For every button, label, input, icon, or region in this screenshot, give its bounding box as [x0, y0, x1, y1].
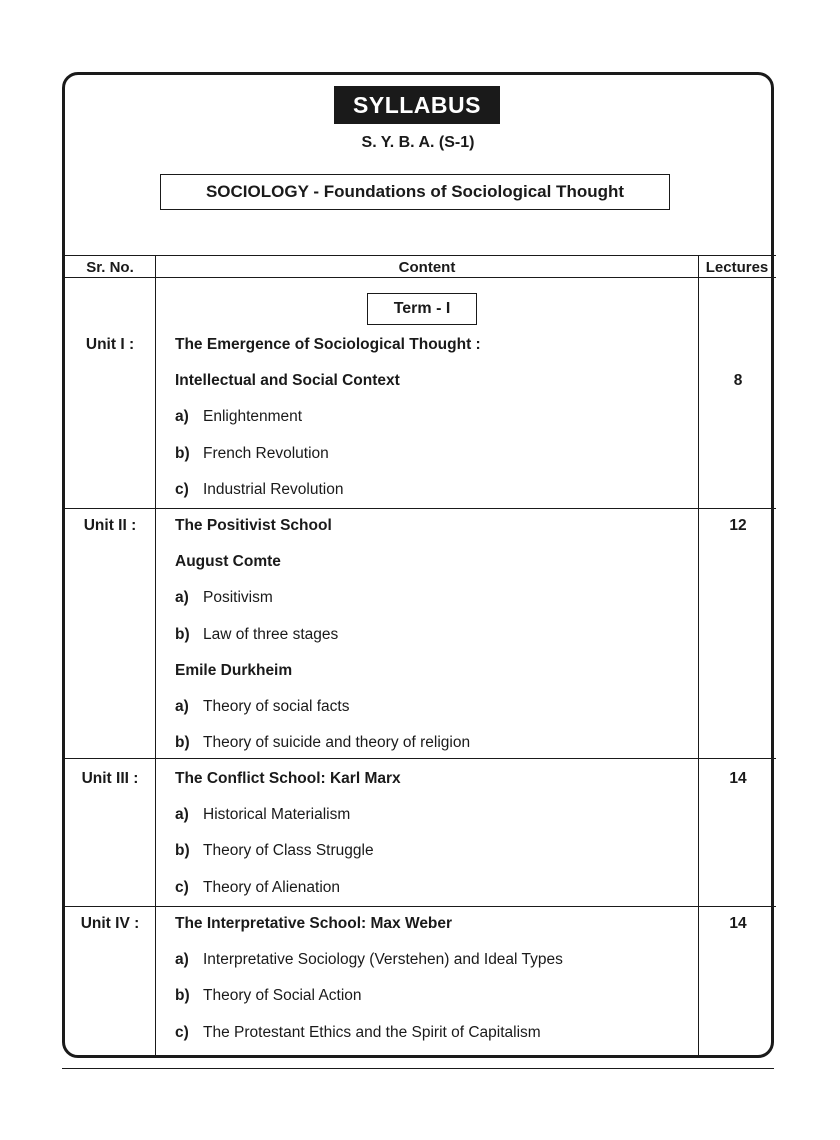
topic-item	[175, 842, 374, 860]
item-marker: c)	[175, 878, 189, 896]
topic-heading: The Positivist School	[175, 517, 332, 534]
item-marker: c)	[175, 1023, 189, 1041]
page-frame	[62, 72, 774, 1058]
term-label: Term - I	[367, 293, 477, 325]
item-marker: b)	[175, 987, 190, 1005]
topic-item	[175, 806, 350, 824]
item-text: Interpretative Sociology (Verstehen) and Ideal Types	[203, 951, 563, 969]
topic-item	[175, 1024, 541, 1042]
topic-heading: August Comte	[175, 553, 281, 571]
unit-label: Unit II :	[83, 517, 137, 534]
item-text: Historical Materialism	[203, 806, 351, 824]
topic-heading: Intellectual and Social Context	[175, 372, 400, 390]
class-subtitle: S. Y. B. A. (S-1)	[361, 134, 475, 151]
item-marker: b)	[175, 842, 190, 860]
item-marker: a)	[175, 408, 189, 426]
item-marker: b)	[175, 444, 190, 462]
header-lectures: Lectures	[705, 258, 769, 276]
unit-lectures: 8	[733, 372, 743, 390]
unit-label: Unit III :	[81, 770, 139, 787]
item-text: Theory of social facts	[203, 698, 350, 715]
item-text: Positivism	[203, 589, 273, 607]
unit-1-bottom-border	[64, 508, 776, 509]
column-divider-right	[698, 255, 699, 1058]
topic-item	[175, 445, 329, 463]
item-text: Industrial Revolution	[203, 480, 344, 498]
topic-item	[175, 626, 338, 644]
item-marker: c)	[175, 480, 189, 498]
footer-rule	[62, 1068, 774, 1069]
header-sr-no: Sr. No.	[86, 258, 134, 276]
item-marker: a)	[175, 698, 189, 715]
topic-item	[175, 987, 362, 1005]
topic-item	[175, 589, 273, 607]
item-text: French Revolution	[203, 444, 329, 462]
item-marker: b)	[175, 734, 190, 752]
item-marker: b)	[175, 625, 190, 643]
topic-heading: The Conflict School: Karl Marx	[175, 770, 401, 787]
unit-label: Unit I :	[85, 336, 135, 353]
topic-heading: The Interpretative School: Max Weber	[175, 915, 453, 932]
item-text: Theory of suicide and theory of religion	[203, 734, 471, 752]
topic-item	[175, 481, 343, 499]
topic-item	[175, 734, 470, 752]
item-text: The Protestant Ethics and the Spirit of Capitalism	[203, 1023, 541, 1041]
item-text: Theory of Alienation	[203, 878, 341, 896]
syllabus-badge: SYLLABUS	[334, 86, 500, 124]
column-divider-left	[155, 255, 156, 1058]
topic-item	[175, 408, 302, 426]
item-text: Enlightenment	[203, 408, 303, 426]
unit-lectures: 12	[729, 517, 747, 534]
topic-heading: Emile Durkheim	[175, 661, 293, 679]
topic-item	[175, 698, 349, 716]
course-title: SOCIOLOGY - Foundations of Sociological Thought	[160, 174, 670, 210]
topic-item	[175, 879, 340, 897]
topic-heading: The Emergence of Sociological Thought :	[175, 336, 481, 353]
unit-lectures: 14	[729, 770, 747, 787]
item-marker: a)	[175, 589, 189, 607]
header-content: Content	[398, 258, 456, 276]
unit-lectures: 14	[729, 915, 747, 932]
unit-3-bottom-border	[64, 906, 776, 907]
item-text: Law of three stages	[203, 625, 339, 643]
item-marker: a)	[175, 951, 189, 969]
topic-item	[175, 951, 563, 969]
unit-label: Unit IV :	[80, 915, 140, 932]
unit-2-bottom-border	[64, 758, 776, 759]
item-text: Theory of Social Action	[203, 987, 362, 1005]
item-text: Theory of Class Struggle	[203, 842, 374, 860]
item-marker: a)	[175, 806, 189, 824]
